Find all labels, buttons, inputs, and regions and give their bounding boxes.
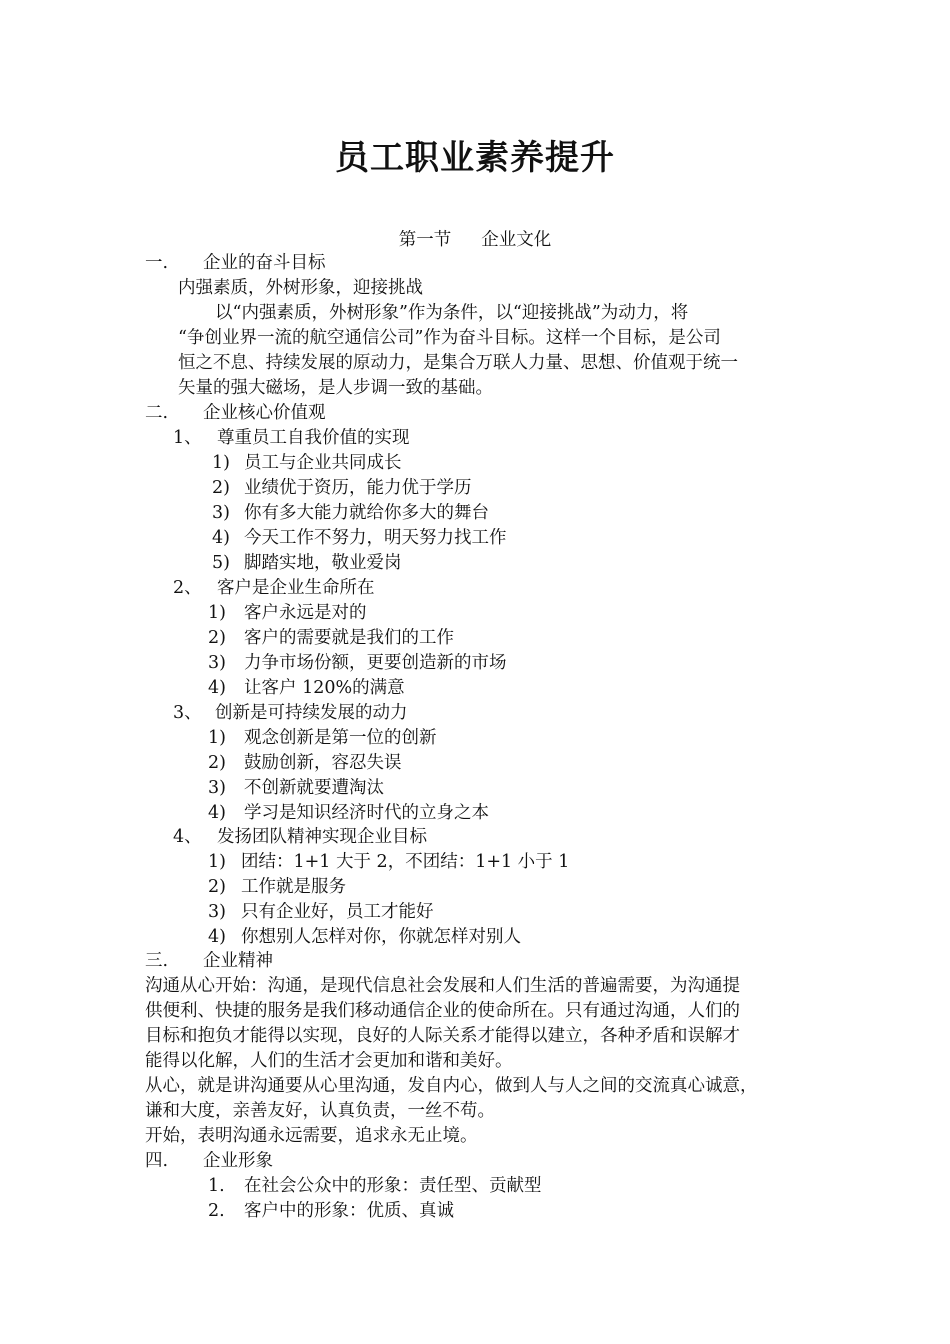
item-text: 你有多大能力就给你多大的舞台	[244, 503, 489, 523]
list-item	[212, 476, 472, 500]
value-number: 1、	[173, 428, 202, 448]
item-text: 你想别人怎样对你，你就怎样对别人	[241, 927, 521, 947]
list-item	[212, 451, 402, 475]
list-item	[208, 626, 454, 650]
paragraph-line: 沟通从心开始：沟通，是现代信息社会发展和人们生活的普遍需要，为沟通提	[145, 976, 740, 996]
list-item	[208, 726, 437, 750]
value-heading	[173, 426, 410, 450]
list-item	[208, 601, 367, 625]
item-text: 只有企业好，员工才能好	[241, 902, 434, 922]
paragraph-line: 矢量的强大磁场，是人步调一致的基础。	[178, 378, 493, 398]
item-number: 3)	[208, 778, 226, 798]
item-text: 让客户 120%的满意	[244, 678, 405, 698]
item-number: 1)	[208, 728, 226, 748]
item-number: 2)	[208, 877, 226, 897]
list-item	[208, 875, 346, 899]
heading-1	[145, 251, 326, 275]
value-heading	[173, 701, 408, 725]
item-text: 不创新就要遭淘汰	[244, 778, 384, 798]
item-text: 在社会公众中的形象：责任型、贡献型	[244, 1176, 542, 1196]
item-number: 5)	[212, 553, 230, 573]
section-name: 企业文化	[481, 230, 552, 250]
heading-2	[145, 401, 326, 425]
item-text: 今天工作不努力，明天努力找工作	[244, 528, 507, 548]
item-text: 鼓励创新，容忍失误	[244, 753, 402, 773]
section-heading	[0, 226, 950, 251]
value-text: 发扬团队精神实现企业目标	[217, 827, 427, 847]
item-text: 团结：1+1 大于 2，不团结：1+1 小于 1	[241, 852, 570, 872]
item-number: 1)	[208, 603, 226, 623]
item-number: 4)	[208, 803, 226, 823]
item-number: 3)	[208, 902, 226, 922]
item-text: 脚踏实地，敬业爱岗	[244, 553, 402, 573]
item-text: 员工与企业共同成长	[244, 453, 402, 473]
item-text: 客户永远是对的	[244, 603, 367, 623]
heading-number: 三.	[145, 951, 169, 971]
item-number: 3)	[208, 653, 226, 673]
paragraph-line: 以“内强素质，外树形象”作为条件，以“迎接挑战”为动力，将	[215, 303, 689, 323]
slogan: 内强素质，外树形象，迎接挑战	[178, 278, 423, 298]
item-number: 2)	[212, 478, 230, 498]
item-text: 工作就是服务	[241, 877, 346, 897]
heading-3	[145, 949, 273, 973]
item-number: 1.	[208, 1176, 225, 1196]
heading-text: 企业精神	[203, 951, 273, 971]
item-number: 4)	[208, 927, 226, 947]
value-number: 4、	[173, 827, 202, 847]
document-title: 员工职业素养提升	[335, 138, 615, 178]
heading-number: 一.	[145, 253, 169, 273]
heading-4	[145, 1149, 273, 1173]
paragraph-line: 恒之不息、持续发展的原动力，是集合万联人力量、思想、价值观于统一	[178, 353, 738, 373]
paragraph-line: 目标和抱负才能得以实现，良好的人际关系才能得以建立，各种矛盾和误解才	[145, 1026, 740, 1046]
item-text: 学习是知识经济时代的立身之本	[244, 803, 489, 823]
paragraph-line: 能得以化解，人们的生活才会更加和谐和美好。	[145, 1051, 513, 1071]
item-number: 1)	[212, 453, 230, 473]
value-text: 客户是企业生命所在	[217, 578, 375, 598]
item-text: 观念创新是第一位的创新	[244, 728, 437, 748]
heading-number: 四.	[145, 1151, 169, 1171]
item-number: 4)	[208, 678, 226, 698]
list-item	[208, 751, 402, 775]
list-item	[212, 526, 507, 550]
list-item	[208, 1199, 454, 1223]
value-number: 3、	[173, 703, 202, 723]
item-number: 4)	[212, 528, 230, 548]
item-number: 2)	[208, 628, 226, 648]
item-text: 客户的需要就是我们的工作	[244, 628, 454, 648]
item-text: 客户中的形象：优质、真诚	[244, 1201, 454, 1221]
item-number: 3)	[212, 503, 230, 523]
list-item	[208, 776, 384, 800]
item-text: 业绩优于资历，能力优于学历	[244, 478, 472, 498]
list-item	[208, 651, 507, 675]
paragraph-line: 供便利、快捷的服务是我们移动通信企业的使命所在。只有通过沟通，人们的	[145, 1001, 740, 1021]
list-item	[208, 850, 569, 874]
item-text: 力争市场份额，更要创造新的市场	[244, 653, 507, 673]
value-text: 创新是可持续发展的动力	[215, 703, 408, 723]
paragraph-line: 谦和大度，亲善友好，认真负责，一丝不苟。	[145, 1101, 495, 1121]
paragraph-line: “争创业界一流的航空通信公司”作为奋斗目标。这样一个目标，是公司	[178, 328, 721, 348]
list-item	[208, 676, 405, 700]
value-heading	[173, 576, 375, 600]
item-number: 2)	[208, 753, 226, 773]
paragraph-line: 开始，表明沟通永远需要，追求永无止境。	[145, 1126, 478, 1146]
heading-text: 企业核心价值观	[203, 403, 326, 423]
list-item	[212, 501, 489, 525]
item-number: 2.	[208, 1201, 225, 1221]
list-item	[208, 1174, 542, 1198]
section-part: 第一节	[398, 230, 452, 250]
list-item	[212, 551, 402, 575]
heading-text: 企业形象	[203, 1151, 273, 1171]
paragraph-line: 从心，就是讲沟通要从心里沟通，发自内心，做到人与人之间的交流真心诚意，	[145, 1076, 758, 1096]
value-number: 2、	[173, 578, 202, 598]
list-item	[208, 925, 521, 949]
item-number: 1)	[208, 852, 226, 872]
value-text: 尊重员工自我价值的实现	[217, 428, 410, 448]
heading-number: 二.	[145, 403, 169, 423]
list-item	[208, 801, 489, 825]
value-heading	[173, 825, 427, 849]
list-item	[208, 900, 434, 924]
heading-text: 企业的奋斗目标	[203, 253, 326, 273]
